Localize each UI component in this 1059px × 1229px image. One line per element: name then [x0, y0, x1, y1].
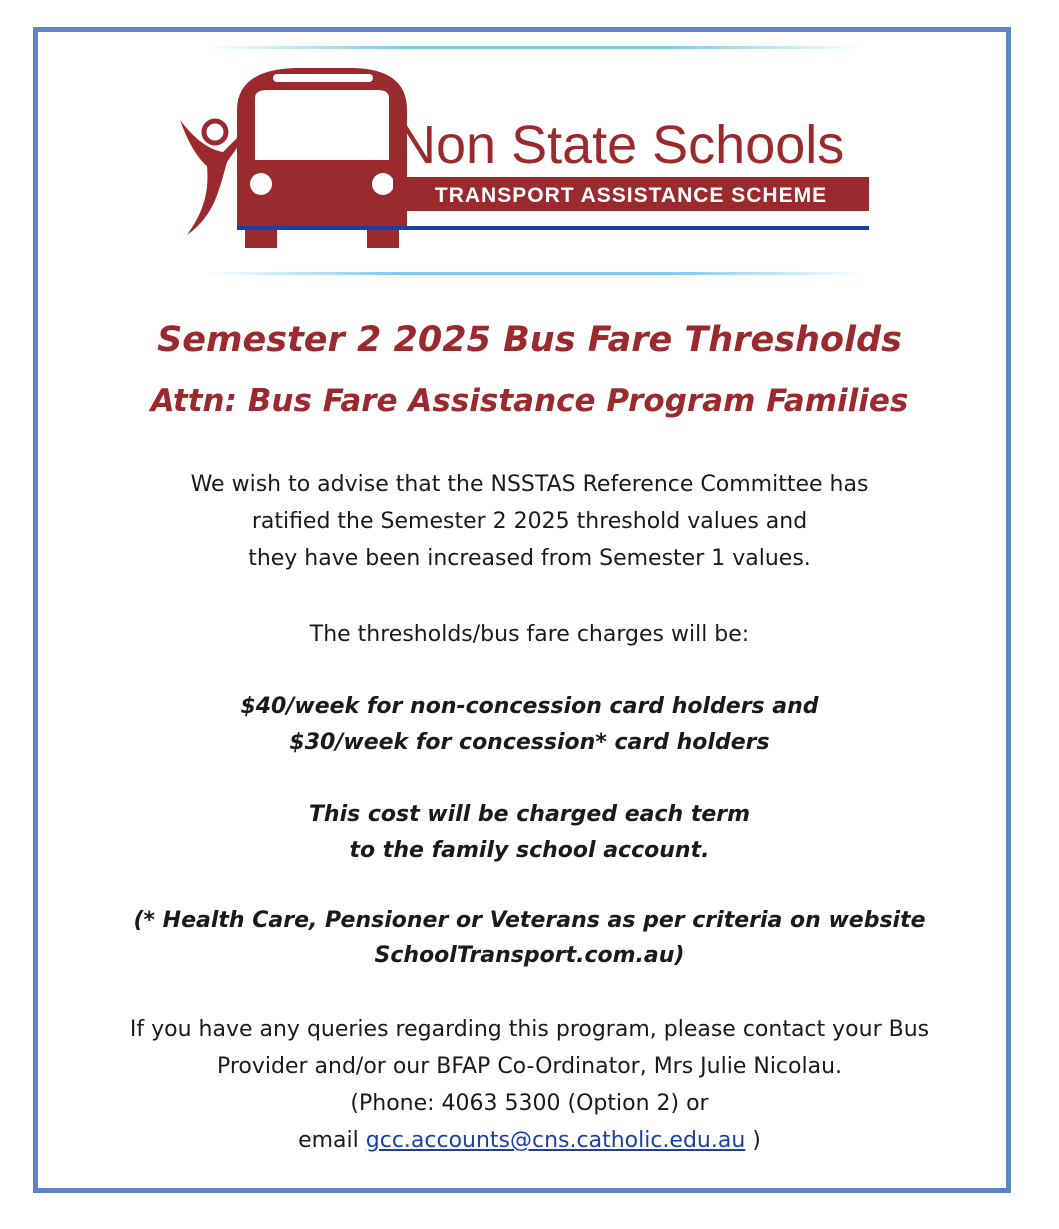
page-subtitle: Attn: Bus Fare Assistance Program Families: [150, 383, 909, 419]
charges-paragraph: [0, 689, 1059, 761]
contact-email-line: [0, 1122, 1059, 1159]
logo-underline: [237, 226, 869, 230]
nsstas-logo: [175, 40, 875, 280]
footnote-line: SchoolTransport.com.au): [374, 943, 685, 968]
email-suffix: ): [745, 1128, 761, 1153]
intro-line: ratified the Semester 2 2025 threshold values and: [251, 509, 808, 534]
contact-line: If you have any queries regarding this program, please contact your Bus: [129, 1017, 930, 1042]
bus-icon: [237, 68, 407, 248]
footnote-line: (* Health Care, Pensioner or Veterans as per criteria on website: [133, 908, 926, 933]
footnote: [0, 903, 1059, 973]
intro-line: they have been increased from Semester 1 values.: [248, 546, 811, 571]
logo-subtitle: TRANSPORT ASSISTANCE SCHEME: [434, 184, 828, 207]
intro-line: We wish to advise that the NSSTAS Reference Committee has: [190, 472, 869, 497]
contact-line: (Phone: 4063 5300 (Option 2) or: [350, 1091, 709, 1116]
logo-title: Non State Schools: [397, 115, 845, 175]
intro-paragraph: [0, 466, 1059, 577]
person-figure-icon: [180, 120, 243, 235]
email-prefix: email: [298, 1128, 366, 1153]
page-title: Semester 2 2025 Bus Fare Thresholds: [157, 320, 902, 360]
contact-line: Provider and/or our BFAP Co-Ordinator, Mrs Julie Nicolau.: [216, 1054, 843, 1079]
charge-line: $40/week for non-concession card holders and: [240, 694, 819, 719]
charge-line: $30/week for concession* card holders: [289, 730, 770, 755]
contact-paragraph: [0, 1011, 1059, 1159]
cost-note-line: This cost will be charged each term: [308, 802, 751, 827]
cost-note: [0, 797, 1059, 869]
charges-intro: The thresholds/bus fare charges will be:: [309, 622, 750, 647]
cost-note-line: to the family school account.: [349, 838, 710, 863]
email-link[interactable]: gcc.accounts@cns.catholic.edu.au: [365, 1128, 746, 1153]
